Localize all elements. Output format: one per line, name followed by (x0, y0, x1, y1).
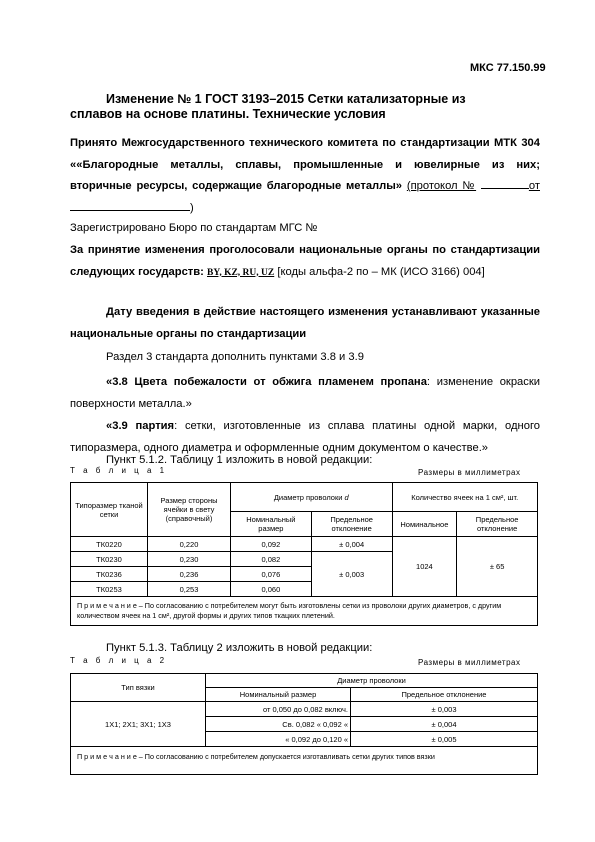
table-row (71, 537, 538, 552)
table-1 (70, 482, 538, 626)
t1-diam: 0,076 (231, 567, 312, 582)
adopted-paragraph (70, 133, 540, 219)
protocol-ot: от (528, 180, 540, 192)
document-title: Изменение № 1 ГОСТ 3193–2015 Сетки катализаторные из сплавов на основе платины. Технические условия (70, 92, 466, 121)
t1-side: 0,220 (148, 537, 231, 552)
mks-code: МКС 77.150.99 (470, 62, 546, 74)
item-3-8 (70, 372, 540, 415)
t1-dev: ± 0,003 (311, 552, 392, 597)
t2-weave: 1Х1; 2Х1; 3Х1; 1Х3 (71, 702, 206, 747)
t1-diam: 0,060 (231, 582, 312, 597)
t2-h-dev: Предельное отклонение (351, 688, 538, 702)
table-row (71, 702, 538, 717)
date-paragraph: Дату введения в действие настоящего изменения устанавливают указанные национальные органы по стандартизации (70, 306, 540, 340)
voted-paragraph (70, 240, 540, 284)
protocol-number-blank (481, 188, 529, 189)
t1-h-cnom: Номинальное (392, 512, 457, 537)
countries-list: BY, KZ, RU, UZ (207, 267, 275, 278)
t2-nom: Св. 0,082 « 0,092 « (206, 717, 351, 732)
t2-h-diam: Диаметр проволоки (206, 674, 538, 688)
adopted-prefix: Принято Межгосударственного технического комитета по стандартизации МТК 304 « (70, 137, 540, 171)
t1-side: 0,253 (148, 582, 231, 597)
t1-side: 0,230 (148, 552, 231, 567)
t1-h-count: Количество ячеек на 1 см², шт. (392, 483, 537, 512)
t2-h-nom: Номинальный размер (206, 688, 351, 702)
t1-diam: 0,082 (231, 552, 312, 567)
table1-caption: Т а б л и ц а 1 (70, 466, 168, 475)
term-3-9: «3.9 партия (106, 420, 175, 432)
t1-side: 0,236 (148, 567, 231, 582)
mtk-name: «Благородные металлы, сплавы, промышленные и ювелирные из них; вторичные ресурсы, содержащие благородные металлы» (70, 158, 540, 192)
table2-units: Размеры в миллиметрах (418, 658, 521, 667)
t1-dev: ± 0,004 (311, 537, 392, 552)
t1-count: 1024 (392, 537, 457, 597)
t2-nom: « 0,092 до 0,120 « (206, 732, 351, 747)
registered-line: Зарегистрировано Бюро по стандартам МГС № (70, 222, 318, 234)
t1-type: ТК0236 (71, 567, 148, 582)
t1-h-type: Типоразмер тканой сетки (71, 483, 148, 537)
t2-dev: ± 0,005 (351, 732, 538, 747)
t2-dev: ± 0,004 (351, 717, 538, 732)
country-codes: [коды альфа-2 по – МК (ИСО 3166) 004] (277, 265, 485, 278)
t1-count-dev: ± 65 (457, 537, 538, 597)
t1-h-dev: Предельное отклонение (311, 512, 392, 537)
item-5-1-2: Пункт 5.1.2. Таблицу 1 изложить в новой редакции: (106, 454, 373, 466)
t1-h-cdev: Предельное отклонение (457, 512, 538, 537)
t2-note: П р и м е ч а н и е – По согласованию с потребителем допускается изготавливать сетки других типов вязки (71, 747, 538, 775)
protocol-date-blank (70, 210, 190, 211)
t1-type: ТК0253 (71, 582, 148, 597)
term-3-8: «3.8 Цвета побежалости от обжига пламенем пропана (106, 376, 427, 388)
t2-h-weave: Тип вязки (71, 674, 206, 702)
t1-diam: 0,092 (231, 537, 312, 552)
t1-note: П р и м е ч а н и е – По согласованию с потребителем могут быть изготовлены сетки из проволоки других диаметров, с другим количеством ячеек на 1 см², другой формы и других типов ткацких плетений. (71, 597, 538, 626)
def-3-9: : сетки, изготовленные из сплава платины одной марки, одного типоразмера, одного диаметра и оформленные одним документом о качестве.» (70, 420, 541, 454)
table1-units: Размеры в миллиметрах (418, 468, 521, 477)
t1-type: ТК0230 (71, 552, 148, 567)
table2-caption: Т а б л и ц а 2 (70, 656, 168, 665)
protocol-close: ) (190, 201, 194, 214)
t2-dev: ± 0,003 (351, 702, 538, 717)
def-3-8: : изменение окраски поверхности металла.» (70, 376, 540, 410)
voted-text: За принятие изменения проголосовали национальные органы по стандартизации следующих государств: (70, 244, 540, 278)
t1-h-nom: Номинальный размер (231, 512, 312, 537)
item-5-1-3: Пункт 5.1.3. Таблицу 2 изложить в новой редакции: (106, 642, 373, 654)
t1-h-diam: Диаметр проволоки d (231, 483, 393, 512)
section3-line: Раздел 3 стандарта дополнить пунктами 3.8 и 3.9 (106, 351, 364, 363)
t1-type: ТК0220 (71, 537, 148, 552)
protocol-label: (протокол № (406, 180, 477, 192)
table-2 (70, 673, 538, 775)
t2-nom: от 0,050 до 0,082 включ. (206, 702, 351, 717)
t1-h-side: Размер стороны ячейки в свету (справочный) (148, 483, 231, 537)
